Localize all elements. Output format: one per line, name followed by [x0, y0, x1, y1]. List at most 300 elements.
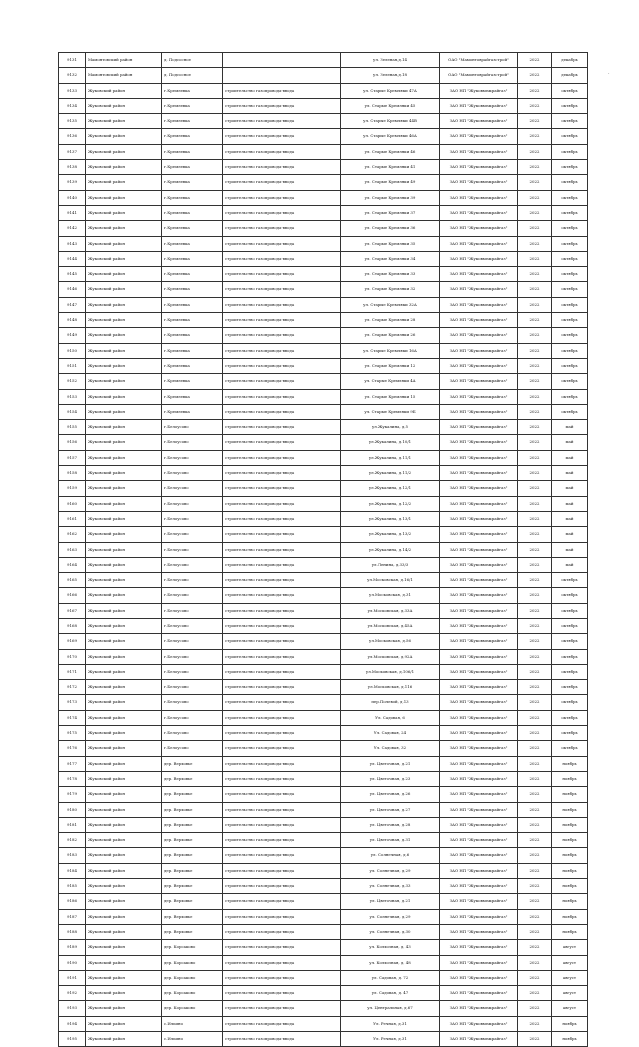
address-cell: ул.Московская, д.92А: [341, 649, 440, 664]
table-row: [59, 53, 588, 68]
table-row: [59, 894, 588, 909]
row-number: 9132: [59, 68, 86, 83]
row-number: 9151: [59, 358, 86, 373]
contractor-cell: ЗАО НП "Жуковмежрайгаз": [440, 863, 518, 878]
row-number: 9147: [59, 297, 86, 312]
year-cell: 2022: [518, 588, 552, 603]
month-cell: октябрь: [552, 618, 588, 633]
work-type-cell: строительство газопровода-ввода: [223, 374, 341, 389]
year-cell: 2022: [518, 557, 552, 572]
row-number: 9150: [59, 343, 86, 358]
year-cell: 2022: [518, 527, 552, 542]
month-cell: октябрь: [552, 573, 588, 588]
table-row: [59, 282, 588, 297]
locality-cell: г.Белоусово: [162, 649, 223, 664]
work-type-cell: строительство газопровода-ввода: [223, 542, 341, 557]
work-type-cell: строительство газопровода-ввода: [223, 527, 341, 542]
table-row: [59, 618, 588, 633]
district-cell: Жуковский район: [86, 618, 162, 633]
address-cell: ул. Старые Кремляки 36: [341, 221, 440, 236]
row-number: 9143: [59, 236, 86, 251]
year-cell: 2022: [518, 986, 552, 1001]
month-cell: октябрь: [552, 741, 588, 756]
address-cell: ул. Цветочная, д.21: [341, 894, 440, 909]
table-row: [59, 450, 588, 465]
year-cell: 2022: [518, 374, 552, 389]
locality-cell: г.Кремлевка: [162, 144, 223, 159]
contractor-cell: ЗАО НП "Жуковмежрайгаз": [440, 374, 518, 389]
work-type-cell: строительство газопровода-ввода: [223, 695, 341, 710]
year-cell: 2022: [518, 68, 552, 83]
locality-cell: г.Белоусово: [162, 603, 223, 618]
table-row: [59, 924, 588, 939]
locality-cell: г.Белоусово: [162, 588, 223, 603]
address-cell: Ул. Речная, д.31: [341, 1032, 440, 1047]
table-row: [59, 313, 588, 328]
locality-cell: г.Белоусово: [162, 695, 223, 710]
year-cell: 2022: [518, 649, 552, 664]
month-cell: октябрь: [552, 664, 588, 679]
work-type-cell: строительство газопровода-ввода: [223, 435, 341, 450]
contractor-cell: ЗАО НП "Жуковмежрайгаз": [440, 297, 518, 312]
table-row: [59, 1032, 588, 1047]
locality-cell: г.Белоусово: [162, 435, 223, 450]
locality-cell: г.Белоусово: [162, 710, 223, 725]
contractor-cell: ЗАО НП "Жуковмежрайгаз": [440, 603, 518, 618]
year-cell: 2022: [518, 680, 552, 695]
row-number: 9131: [59, 53, 86, 68]
row-number: 9178: [59, 771, 86, 786]
table-body: [59, 53, 588, 1047]
work-type-cell: строительство газопровода-ввода: [223, 741, 341, 756]
address-cell: пер.Полевой, д.13: [341, 695, 440, 710]
month-cell: ноябрь: [552, 833, 588, 848]
work-type-cell: строительство газопровода-ввода: [223, 481, 341, 496]
contractor-cell: ЗАО НП "Жуковмежрайгаз": [440, 1032, 518, 1047]
contractor-cell: ЗАО НП "Жуковмежрайгаз": [440, 98, 518, 113]
year-cell: 2022: [518, 741, 552, 756]
work-type-cell: строительство газопровода-ввода: [223, 343, 341, 358]
month-cell: ноябрь: [552, 771, 588, 786]
row-number: 9188: [59, 924, 86, 939]
register-table: [58, 52, 587, 1047]
locality-cell: г.Белоусово: [162, 542, 223, 557]
address-cell: ул. Садовая, д. 72: [341, 970, 440, 985]
table-row: [59, 389, 588, 404]
month-cell: август: [552, 940, 588, 955]
contractor-cell: ЗАО НП "Жуковмежрайгаз": [440, 466, 518, 481]
contractor-cell: ЗАО НП "Жуковмежрайгаз": [440, 1016, 518, 1031]
row-number: 9145: [59, 267, 86, 282]
locality-cell: г.Кремлевка: [162, 343, 223, 358]
address-cell: Ул. Садовая, 24: [341, 726, 440, 741]
month-cell: октябрь: [552, 175, 588, 190]
row-number: 9135: [59, 114, 86, 129]
work-type-cell: строительство газопровода-ввода: [223, 833, 341, 848]
work-type-cell: строительство газопровода-ввода: [223, 573, 341, 588]
contractor-cell: ЗАО НП "Жуковмежрайгаз": [440, 879, 518, 894]
table-row: [59, 328, 588, 343]
locality-cell: г.Белоусово: [162, 511, 223, 526]
work-type-cell: строительство газопровода-ввода: [223, 251, 341, 266]
row-number: 9175: [59, 726, 86, 741]
locality-cell: д. Подсосное: [162, 53, 223, 68]
district-cell: Жуковский район: [86, 190, 162, 205]
contractor-cell: ОАО "Мамонтоврайгазстрой": [440, 68, 518, 83]
contractor-cell: ЗАО НП "Жуковмежрайгаз": [440, 573, 518, 588]
table-row: [59, 940, 588, 955]
work-type-cell: строительство газопровода-ввода: [223, 328, 341, 343]
month-cell: май: [552, 420, 588, 435]
table-row: [59, 986, 588, 1001]
work-type-cell: строительство газопровода-ввода: [223, 924, 341, 939]
district-cell: Жуковский район: [86, 83, 162, 98]
table-row: [59, 970, 588, 985]
month-cell: октябрь: [552, 313, 588, 328]
year-cell: 2022: [518, 817, 552, 832]
month-cell: ноябрь: [552, 848, 588, 863]
locality-cell: г.Белоусово: [162, 664, 223, 679]
contractor-cell: ЗАО НП "Жуковмежрайгаз": [440, 557, 518, 572]
work-type-cell: строительство газопровода-ввода: [223, 282, 341, 297]
district-cell: Жуковский район: [86, 511, 162, 526]
month-cell: октябрь: [552, 282, 588, 297]
locality-cell: г.Кремлевка: [162, 358, 223, 373]
month-cell: октябрь: [552, 634, 588, 649]
address-cell: ул. Цветочная, д.27: [341, 802, 440, 817]
district-cell: Жуковский район: [86, 98, 162, 113]
row-number: 9149: [59, 328, 86, 343]
address-cell: ул. Колхозная, д. 48: [341, 955, 440, 970]
locality-cell: г.Кремлевка: [162, 389, 223, 404]
year-cell: 2022: [518, 282, 552, 297]
year-cell: 2022: [518, 894, 552, 909]
locality-cell: г.Кремлевка: [162, 83, 223, 98]
contractor-cell: ЗАО НП "Жуковмежрайгаз": [440, 817, 518, 832]
row-number: 9165: [59, 573, 86, 588]
work-type-cell: строительство газопровода-ввода: [223, 557, 341, 572]
year-cell: 2022: [518, 481, 552, 496]
district-cell: Жуковский район: [86, 236, 162, 251]
month-cell: май: [552, 511, 588, 526]
address-cell: ул.Московская, д.116: [341, 680, 440, 695]
month-cell: октябрь: [552, 297, 588, 312]
table-row: [59, 710, 588, 725]
locality-cell: дер. Корсаково: [162, 955, 223, 970]
address-cell: ул.Жукалина, д.13/2: [341, 527, 440, 542]
address-cell: ул. Старые Кремляки 32А: [341, 297, 440, 312]
locality-cell: г.Кремлевка: [162, 236, 223, 251]
district-cell: Жуковский район: [86, 205, 162, 220]
year-cell: 2022: [518, 1016, 552, 1031]
work-type-cell: строительство газопровода-ввода: [223, 802, 341, 817]
row-number: 9166: [59, 588, 86, 603]
district-cell: Жуковский район: [86, 879, 162, 894]
work-type-cell: строительство газопровода-ввода: [223, 114, 341, 129]
address-cell: ул. Старые Кремляки 4А: [341, 374, 440, 389]
table-row: [59, 848, 588, 863]
row-number: 9141: [59, 205, 86, 220]
district-cell: Жуковский район: [86, 496, 162, 511]
table-row: [59, 420, 588, 435]
address-cell: ул. Цветочная, д.21: [341, 756, 440, 771]
year-cell: 2022: [518, 420, 552, 435]
work-type-cell: строительство газопровода-ввода: [223, 144, 341, 159]
work-type-cell: [223, 53, 341, 68]
district-cell: Жуковский район: [86, 328, 162, 343]
work-type-cell: строительство газопровода-ввода: [223, 1016, 341, 1031]
contractor-cell: ЗАО НП "Жуковмежрайгаз": [440, 955, 518, 970]
district-cell: Жуковский район: [86, 771, 162, 786]
district-cell: Жуковский район: [86, 358, 162, 373]
table-row: [59, 358, 588, 373]
year-cell: 2022: [518, 343, 552, 358]
work-type-cell: строительство газопровода-ввода: [223, 511, 341, 526]
row-number: 9183: [59, 848, 86, 863]
work-type-cell: строительство газопровода-ввода: [223, 267, 341, 282]
contractor-cell: ЗАО НП "Жуковмежрайгаз": [440, 481, 518, 496]
year-cell: 2022: [518, 297, 552, 312]
contractor-cell: ЗАО НП "Жуковмежрайгаз": [440, 848, 518, 863]
district-cell: Жуковский район: [86, 527, 162, 542]
work-type-cell: строительство газопровода-ввода: [223, 726, 341, 741]
table-row: [59, 236, 588, 251]
contractor-cell: ЗАО НП "Жуковмежрайгаз": [440, 496, 518, 511]
month-cell: август: [552, 955, 588, 970]
year-cell: 2022: [518, 573, 552, 588]
table-row: [59, 267, 588, 282]
locality-cell: дер. Корсаково: [162, 986, 223, 1001]
table-row: [59, 695, 588, 710]
address-cell: ул.Московская, д.106/1: [341, 664, 440, 679]
locality-cell: г.Белоусово: [162, 680, 223, 695]
month-cell: октябрь: [552, 236, 588, 251]
row-number: 9170: [59, 649, 86, 664]
table-row: [59, 879, 588, 894]
work-type-cell: строительство газопровода-ввода: [223, 771, 341, 786]
year-cell: 2022: [518, 833, 552, 848]
row-number: 9155: [59, 420, 86, 435]
contractor-cell: ЗАО НП "Жуковмежрайгаз": [440, 114, 518, 129]
contractor-cell: ЗАО НП "Жуковмежрайгаз": [440, 527, 518, 542]
contractor-cell: ЗАО НП "Жуковмежрайгаз": [440, 450, 518, 465]
contractor-cell: ЗАО НП "Жуковмежрайгаз": [440, 420, 518, 435]
address-cell: ул. Старые Кремляки 49: [341, 175, 440, 190]
year-cell: 2022: [518, 435, 552, 450]
locality-cell: г.Белоусово: [162, 741, 223, 756]
month-cell: октябрь: [552, 358, 588, 373]
row-number: 9173: [59, 695, 86, 710]
district-cell: Жуковский район: [86, 404, 162, 419]
locality-cell: г.Белоусово: [162, 557, 223, 572]
month-cell: октябрь: [552, 680, 588, 695]
month-cell: ноябрь: [552, 802, 588, 817]
row-number: 9137: [59, 144, 86, 159]
row-number: 9133: [59, 83, 86, 98]
locality-cell: дер. Корсаково: [162, 970, 223, 985]
year-cell: 2022: [518, 542, 552, 557]
district-cell: Жуковский район: [86, 251, 162, 266]
contractor-cell: ЗАО НП "Жуковмежрайгаз": [440, 251, 518, 266]
locality-cell: г.Кремлевка: [162, 205, 223, 220]
row-number: 9176: [59, 741, 86, 756]
contractor-cell: ЗАО НП "Жуковмежрайгаз": [440, 710, 518, 725]
year-cell: 2022: [518, 970, 552, 985]
table-row: [59, 481, 588, 496]
address-cell: ул. Зеленая,д.14: [341, 53, 440, 68]
locality-cell: дер. Верховье: [162, 924, 223, 939]
year-cell: 2022: [518, 450, 552, 465]
district-cell: Жуковский район: [86, 695, 162, 710]
locality-cell: г.Белоусово: [162, 527, 223, 542]
row-number: 9179: [59, 787, 86, 802]
work-type-cell: строительство газопровода-ввода: [223, 588, 341, 603]
contractor-cell: ЗАО НП "Жуковмежрайгаз": [440, 358, 518, 373]
address-cell: ул.Жукалина, д.11/1: [341, 450, 440, 465]
year-cell: 2022: [518, 144, 552, 159]
work-type-cell: строительство газопровода-ввода: [223, 129, 341, 144]
district-cell: Жуковский район: [86, 542, 162, 557]
month-cell: ноябрь: [552, 787, 588, 802]
contractor-cell: ЗАО НП "Жуковмежрайгаз": [440, 588, 518, 603]
month-cell: октябрь: [552, 389, 588, 404]
locality-cell: г.Кремлевка: [162, 98, 223, 113]
address-cell: ул. Центральная, д.67: [341, 1001, 440, 1016]
table-row: [59, 741, 588, 756]
contractor-cell: ЗАО НП "Жуковмежрайгаз": [440, 542, 518, 557]
row-number: 9157: [59, 450, 86, 465]
work-type-cell: строительство газопровода-ввода: [223, 450, 341, 465]
month-cell: октябрь: [552, 710, 588, 725]
table-row: [59, 466, 588, 481]
work-type-cell: строительство газопровода-ввода: [223, 420, 341, 435]
address-cell: ул.Жукалина, д.12/1: [341, 481, 440, 496]
district-cell: Жуковский район: [86, 450, 162, 465]
contractor-cell: ЗАО НП "Жуковмежрайгаз": [440, 404, 518, 419]
table-row: [59, 649, 588, 664]
year-cell: 2022: [518, 924, 552, 939]
locality-cell: г.Белоусово: [162, 726, 223, 741]
district-cell: Жуковский район: [86, 282, 162, 297]
row-number: 9194: [59, 1016, 86, 1031]
table-row: [59, 343, 588, 358]
address-cell: ул.Жукалина, д.12/2: [341, 496, 440, 511]
work-type-cell: строительство газопровода-ввода: [223, 909, 341, 924]
locality-cell: с.Ильино: [162, 1016, 223, 1031]
table-row: [59, 205, 588, 220]
year-cell: 2022: [518, 328, 552, 343]
address-cell: ул. Старые Кремляки 44В: [341, 114, 440, 129]
contractor-cell: ЗАО НП "Жуковмежрайгаз": [440, 190, 518, 205]
address-cell: ул. Солнечная, д.30: [341, 924, 440, 939]
month-cell: ноябрь: [552, 924, 588, 939]
work-type-cell: строительство газопровода-ввода: [223, 710, 341, 725]
address-cell: ул. Старые Кремляки 33: [341, 267, 440, 282]
work-type-cell: строительство газопровода-ввода: [223, 496, 341, 511]
district-cell: Жуковский район: [86, 787, 162, 802]
table-row: [59, 404, 588, 419]
month-cell: октябрь: [552, 404, 588, 419]
district-cell: Жуковский район: [86, 175, 162, 190]
month-cell: октябрь: [552, 588, 588, 603]
district-cell: Жуковский район: [86, 970, 162, 985]
address-cell: ул.Жукалина, д.5: [341, 420, 440, 435]
month-cell: май: [552, 466, 588, 481]
year-cell: 2022: [518, 634, 552, 649]
contractor-cell: ЗАО НП "Жуковмежрайгаз": [440, 787, 518, 802]
district-cell: Жуковский район: [86, 802, 162, 817]
district-cell: Жуковский район: [86, 1016, 162, 1031]
locality-cell: г.Белоусово: [162, 618, 223, 633]
address-cell: ул. Садовая, д. 47: [341, 986, 440, 1001]
row-number: 9138: [59, 160, 86, 175]
year-cell: 2022: [518, 1032, 552, 1047]
district-cell: Жуковский район: [86, 374, 162, 389]
month-cell: ноябрь: [552, 863, 588, 878]
table-row: [59, 98, 588, 113]
locality-cell: г.Кремлевка: [162, 221, 223, 236]
locality-cell: г.Белоусово: [162, 466, 223, 481]
contractor-cell: ЗАО НП "Жуковмежрайгаз": [440, 389, 518, 404]
work-type-cell: строительство газопровода-ввода: [223, 297, 341, 312]
month-cell: май: [552, 527, 588, 542]
table-row: [59, 588, 588, 603]
month-cell: октябрь: [552, 160, 588, 175]
year-cell: 2022: [518, 955, 552, 970]
work-type-cell: строительство газопровода-ввода: [223, 389, 341, 404]
row-number: 9153: [59, 389, 86, 404]
district-cell: Жуковский район: [86, 756, 162, 771]
table-row: [59, 435, 588, 450]
month-cell: август: [552, 970, 588, 985]
contractor-cell: ЗАО НП "Жуковмежрайгаз": [440, 83, 518, 98]
work-type-cell: строительство газопровода-ввода: [223, 817, 341, 832]
table-row: [59, 603, 588, 618]
year-cell: 2022: [518, 710, 552, 725]
year-cell: 2022: [518, 603, 552, 618]
month-cell: ноябрь: [552, 1032, 588, 1047]
year-cell: 2022: [518, 802, 552, 817]
table-row: [59, 297, 588, 312]
table-row: [59, 573, 588, 588]
month-cell: октябрь: [552, 129, 588, 144]
district-cell: Жуковский район: [86, 588, 162, 603]
district-cell: Жуковский район: [86, 114, 162, 129]
district-cell: Жуковский район: [86, 420, 162, 435]
row-number: 9146: [59, 282, 86, 297]
contractor-cell: ЗАО НП "Жуковмежрайгаз": [440, 160, 518, 175]
work-type-cell: строительство газопровода-ввода: [223, 863, 341, 878]
table-row: [59, 634, 588, 649]
month-cell: май: [552, 481, 588, 496]
locality-cell: г.Кремлевка: [162, 175, 223, 190]
locality-cell: г.Белоусово: [162, 481, 223, 496]
row-number: 9136: [59, 129, 86, 144]
contractor-cell: ЗАО НП "Жуковмежрайгаз": [440, 282, 518, 297]
locality-cell: дер. Верховье: [162, 879, 223, 894]
address-cell: ул. Старые Кремляки 16А: [341, 343, 440, 358]
address-cell: ул. Зеленая,д.18: [341, 68, 440, 83]
row-number: 9185: [59, 879, 86, 894]
year-cell: 2022: [518, 205, 552, 220]
row-number: 9171: [59, 664, 86, 679]
locality-cell: дер. Верховье: [162, 771, 223, 786]
row-number: 9140: [59, 190, 86, 205]
table-row: [59, 557, 588, 572]
address-cell: ул. Старые Кремляки 12: [341, 358, 440, 373]
contractor-cell: ЗАО НП "Жуковмежрайгаз": [440, 940, 518, 955]
address-cell: Ул. Садовая, 32: [341, 741, 440, 756]
